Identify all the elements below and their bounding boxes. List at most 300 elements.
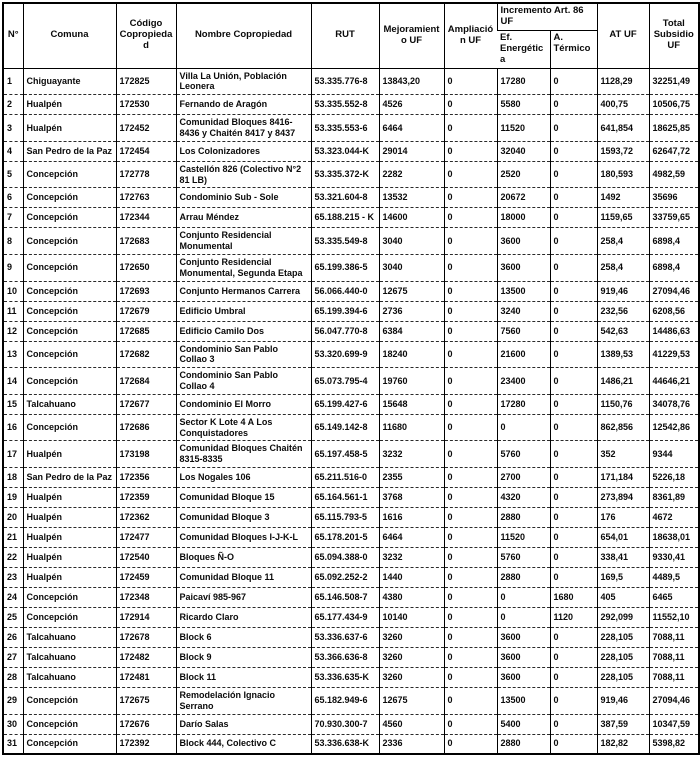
cell-comuna: Concepción [23, 281, 116, 301]
cell-ef-energetica: 2880 [497, 734, 550, 754]
cell-rut: 65.199.427-6 [311, 394, 379, 414]
table-row [3, 667, 699, 687]
cell-comuna: Concepción [23, 734, 116, 754]
col-header-comuna: Comuna [23, 3, 116, 68]
cell-rut: 53.336.638-K [311, 734, 379, 754]
cell-rut: 53.336.635-K [311, 667, 379, 687]
cell-comuna: Concepción [23, 607, 116, 627]
cell-n: 28 [3, 667, 23, 687]
cell-n: 18 [3, 467, 23, 487]
cell-rut: 53.323.044-K [311, 141, 379, 161]
cell-rut: 65.178.201-5 [311, 527, 379, 547]
cell-nombre: Los Colonizadores [176, 141, 311, 161]
cell-mejoramiento: 12675 [379, 281, 444, 301]
cell-comuna: Concepción [23, 687, 116, 714]
cell-at: 228,105 [597, 627, 649, 647]
table-row [3, 467, 699, 487]
cell-rut: 53.366.636-8 [311, 647, 379, 667]
cell-nombre: Castellón 826 (Colectivo N°2 81 LB) [176, 161, 311, 188]
cell-at: 400,75 [597, 95, 649, 115]
cell-comuna: Hualpén [23, 547, 116, 567]
cell-mejoramiento: 6464 [379, 115, 444, 142]
table-row [3, 208, 699, 228]
cell-ef-energetica: 5400 [497, 714, 550, 734]
table-row [3, 487, 699, 507]
table-row [3, 687, 699, 714]
cell-a-termico: 0 [550, 321, 597, 341]
cell-at: 171,184 [597, 467, 649, 487]
cell-ampliacion: 0 [444, 687, 497, 714]
cell-nombre: Arrau Méndez [176, 208, 311, 228]
table-row [3, 68, 699, 95]
cell-nombre: Block 444, Colectivo C [176, 734, 311, 754]
cell-total: 4489,5 [649, 567, 699, 587]
cell-codigo: 172356 [116, 467, 176, 487]
cell-codigo: 172693 [116, 281, 176, 301]
cell-mejoramiento: 4560 [379, 714, 444, 734]
cell-ef-energetica: 17280 [497, 394, 550, 414]
cell-rut: 65.149.142-8 [311, 414, 379, 441]
cell-at: 352 [597, 441, 649, 468]
cell-total: 7088,11 [649, 667, 699, 687]
table-row [3, 394, 699, 414]
cell-codigo: 172344 [116, 208, 176, 228]
cell-rut: 65.199.394-6 [311, 301, 379, 321]
cell-codigo: 172392 [116, 734, 176, 754]
cell-comuna: Talcahuano [23, 627, 116, 647]
cell-nombre: Edificio Umbral [176, 301, 311, 321]
cell-at: 258,4 [597, 228, 649, 255]
table-row [3, 95, 699, 115]
cell-rut: 56.047.770-8 [311, 321, 379, 341]
cell-ef-energetica: 2880 [497, 507, 550, 527]
cell-mejoramiento: 2355 [379, 467, 444, 487]
cell-at: 1486,21 [597, 368, 649, 395]
cell-ampliacion: 0 [444, 547, 497, 567]
cell-ampliacion: 0 [444, 95, 497, 115]
cell-ampliacion: 0 [444, 441, 497, 468]
cell-a-termico: 0 [550, 188, 597, 208]
cell-mejoramiento: 3232 [379, 547, 444, 567]
cell-nombre: Comunidad Bloque 15 [176, 487, 311, 507]
cell-nombre: Block 6 [176, 627, 311, 647]
cell-ampliacion: 0 [444, 394, 497, 414]
cell-total: 35696 [649, 188, 699, 208]
cell-nombre: Sector K Lote 4 A Los Conquistadores [176, 414, 311, 441]
cell-ampliacion: 0 [444, 254, 497, 281]
cell-ef-energetica: 2520 [497, 161, 550, 188]
cell-mejoramiento: 3260 [379, 647, 444, 667]
table-row [3, 301, 699, 321]
cell-mejoramiento: 4380 [379, 587, 444, 607]
cell-comuna: Concepción [23, 341, 116, 368]
cell-rut: 53.321.604-8 [311, 188, 379, 208]
cell-rut: 53.320.699-9 [311, 341, 379, 368]
cell-total: 62647,72 [649, 141, 699, 161]
cell-total: 9344 [649, 441, 699, 468]
cell-codigo: 172348 [116, 587, 176, 607]
col-header-codigo: Código Copropiedad [116, 3, 176, 68]
cell-ef-energetica: 3600 [497, 254, 550, 281]
cell-a-termico: 0 [550, 567, 597, 587]
cell-n: 6 [3, 188, 23, 208]
table-row [3, 587, 699, 607]
cell-ef-energetica: 23400 [497, 368, 550, 395]
cell-ef-energetica: 4320 [497, 487, 550, 507]
table-header [3, 3, 699, 68]
cell-ampliacion: 0 [444, 368, 497, 395]
cell-total: 4982,59 [649, 161, 699, 188]
cell-at: 292,099 [597, 607, 649, 627]
cell-total: 10506,75 [649, 95, 699, 115]
cell-codigo: 172650 [116, 254, 176, 281]
cell-mejoramiento: 3232 [379, 441, 444, 468]
col-header-incremento-group: Incremento Art. 86 UF [497, 3, 597, 30]
cell-n: 10 [3, 281, 23, 301]
cell-comuna: San Pedro de la Paz [23, 141, 116, 161]
cell-n: 7 [3, 208, 23, 228]
cell-mejoramiento: 6384 [379, 321, 444, 341]
table-row [3, 734, 699, 754]
cell-rut: 53.335.776-8 [311, 68, 379, 95]
cell-comuna: Hualpén [23, 95, 116, 115]
table-row [3, 607, 699, 627]
cell-ef-energetica: 3600 [497, 667, 550, 687]
cell-codigo: 172452 [116, 115, 176, 142]
col-header-total: Total Subsidio UF [649, 3, 699, 68]
cell-ampliacion: 0 [444, 301, 497, 321]
cell-codigo: 172685 [116, 321, 176, 341]
cell-ef-energetica: 0 [497, 607, 550, 627]
cell-n: 11 [3, 301, 23, 321]
table-row [3, 321, 699, 341]
cell-rut: 65.197.458-5 [311, 441, 379, 468]
cell-n: 23 [3, 567, 23, 587]
cell-ef-energetica: 3600 [497, 228, 550, 255]
cell-n: 30 [3, 714, 23, 734]
cell-total: 12542,86 [649, 414, 699, 441]
cell-n: 12 [3, 321, 23, 341]
cell-a-termico: 0 [550, 547, 597, 567]
cell-ampliacion: 0 [444, 587, 497, 607]
table-row [3, 441, 699, 468]
cell-codigo: 172778 [116, 161, 176, 188]
cell-a-termico: 0 [550, 301, 597, 321]
cell-a-termico: 0 [550, 527, 597, 547]
cell-ef-energetica: 17280 [497, 68, 550, 95]
cell-total: 6465 [649, 587, 699, 607]
cell-nombre: Conjunto Residencial Monumental [176, 228, 311, 255]
cell-comuna: Concepción [23, 414, 116, 441]
table-row [3, 341, 699, 368]
cell-nombre: Comunidad Bloque 11 [176, 567, 311, 587]
cell-n: 8 [3, 228, 23, 255]
cell-mejoramiento: 11680 [379, 414, 444, 441]
cell-codigo: 172678 [116, 627, 176, 647]
cell-a-termico: 0 [550, 95, 597, 115]
cell-ef-energetica: 3600 [497, 647, 550, 667]
cell-ef-energetica: 32040 [497, 141, 550, 161]
cell-comuna: Hualpén [23, 441, 116, 468]
cell-mejoramiento: 1440 [379, 567, 444, 587]
cell-rut: 65.094.388-0 [311, 547, 379, 567]
cell-at: 542,63 [597, 321, 649, 341]
cell-ef-energetica: 18000 [497, 208, 550, 228]
cell-rut: 65.182.949-6 [311, 687, 379, 714]
table-row [3, 141, 699, 161]
cell-mejoramiento: 15648 [379, 394, 444, 414]
cell-a-termico: 0 [550, 647, 597, 667]
table-row [3, 188, 699, 208]
cell-codigo: 172362 [116, 507, 176, 527]
cell-rut: 65.092.252-2 [311, 567, 379, 587]
cell-comuna: Concepción [23, 368, 116, 395]
cell-a-termico: 0 [550, 281, 597, 301]
cell-ampliacion: 0 [444, 341, 497, 368]
cell-total: 6898,4 [649, 228, 699, 255]
cell-a-termico: 0 [550, 368, 597, 395]
cell-codigo: 172540 [116, 547, 176, 567]
cell-total: 18625,85 [649, 115, 699, 142]
cell-comuna: Concepción [23, 228, 116, 255]
cell-mejoramiento: 19760 [379, 368, 444, 395]
cell-a-termico: 0 [550, 734, 597, 754]
cell-codigo: 172477 [116, 527, 176, 547]
cell-a-termico: 0 [550, 467, 597, 487]
cell-mejoramiento: 2282 [379, 161, 444, 188]
table-row [3, 414, 699, 441]
cell-n: 4 [3, 141, 23, 161]
cell-codigo: 172481 [116, 667, 176, 687]
table-row [3, 527, 699, 547]
col-header-a-termico: A. Térmico [550, 30, 597, 68]
cell-comuna: Talcahuano [23, 394, 116, 414]
cell-nombre: Comunidad Bloques 8416-8436 y Chaitén 8417 y 8437 [176, 115, 311, 142]
cell-n: 17 [3, 441, 23, 468]
cell-at: 654,01 [597, 527, 649, 547]
cell-mejoramiento: 3040 [379, 228, 444, 255]
cell-nombre: Block 9 [176, 647, 311, 667]
cell-rut: 70.930.300-7 [311, 714, 379, 734]
cell-ef-energetica: 5760 [497, 547, 550, 567]
cell-ef-energetica: 0 [497, 414, 550, 441]
cell-codigo: 172763 [116, 188, 176, 208]
cell-ef-energetica: 20672 [497, 188, 550, 208]
cell-comuna: Concepción [23, 714, 116, 734]
cell-comuna: Concepción [23, 587, 116, 607]
cell-codigo: 172675 [116, 687, 176, 714]
cell-at: 1159,65 [597, 208, 649, 228]
cell-n: 27 [3, 647, 23, 667]
cell-a-termico: 0 [550, 394, 597, 414]
cell-a-termico: 0 [550, 208, 597, 228]
cell-nombre: Comunidad Bloque 3 [176, 507, 311, 527]
cell-nombre: Condominio San Pablo Collao 3 [176, 341, 311, 368]
cell-nombre: Comunidad Bloques I-J-K-L [176, 527, 311, 547]
cell-a-termico: 0 [550, 487, 597, 507]
cell-comuna: Hualpén [23, 527, 116, 547]
cell-ef-energetica: 13500 [497, 687, 550, 714]
col-header-nombre: Nombre Copropiedad [176, 3, 311, 68]
cell-ampliacion: 0 [444, 188, 497, 208]
cell-n: 9 [3, 254, 23, 281]
cell-a-termico: 0 [550, 254, 597, 281]
cell-ef-energetica: 3600 [497, 627, 550, 647]
cell-at: 182,82 [597, 734, 649, 754]
table-row [3, 714, 699, 734]
cell-ampliacion: 0 [444, 567, 497, 587]
cell-a-termico: 0 [550, 687, 597, 714]
cell-mejoramiento: 18240 [379, 341, 444, 368]
table-row [3, 507, 699, 527]
cell-nombre: Villa La Unión, Población Leonera [176, 68, 311, 95]
cell-at: 641,854 [597, 115, 649, 142]
cell-at: 919,46 [597, 281, 649, 301]
cell-ampliacion: 0 [444, 487, 497, 507]
cell-ef-energetica: 11520 [497, 115, 550, 142]
cell-mejoramiento: 13843,20 [379, 68, 444, 95]
col-header-n: N° [3, 3, 23, 68]
cell-comuna: Hualpén [23, 487, 116, 507]
cell-codigo: 172686 [116, 414, 176, 441]
cell-total: 14486,63 [649, 321, 699, 341]
table-row [3, 647, 699, 667]
cell-a-termico: 0 [550, 228, 597, 255]
cell-comuna: Concepción [23, 208, 116, 228]
cell-total: 5226,18 [649, 467, 699, 487]
cell-ampliacion: 0 [444, 527, 497, 547]
cell-ampliacion: 0 [444, 228, 497, 255]
cell-total: 11552,10 [649, 607, 699, 627]
cell-ef-energetica: 3240 [497, 301, 550, 321]
cell-codigo: 172683 [116, 228, 176, 255]
cell-total: 27094,46 [649, 281, 699, 301]
cell-a-termico: 0 [550, 141, 597, 161]
cell-mejoramiento: 3260 [379, 627, 444, 647]
cell-comuna: Talcahuano [23, 647, 116, 667]
cell-nombre: Fernando de Aragón [176, 95, 311, 115]
cell-at: 258,4 [597, 254, 649, 281]
cell-total: 18638,01 [649, 527, 699, 547]
cell-ampliacion: 0 [444, 714, 497, 734]
cell-codigo: 172459 [116, 567, 176, 587]
cell-comuna: Hualpén [23, 507, 116, 527]
cell-codigo: 172530 [116, 95, 176, 115]
cell-nombre: Darío Salas [176, 714, 311, 734]
cell-nombre: Block 11 [176, 667, 311, 687]
cell-total: 33759,65 [649, 208, 699, 228]
cell-codigo: 172454 [116, 141, 176, 161]
cell-at: 338,41 [597, 547, 649, 567]
cell-total: 44646,21 [649, 368, 699, 395]
cell-at: 228,105 [597, 647, 649, 667]
cell-codigo: 172825 [116, 68, 176, 95]
cell-total: 6208,56 [649, 301, 699, 321]
cell-comuna: Concepción [23, 301, 116, 321]
cell-total: 6898,4 [649, 254, 699, 281]
table-row [3, 228, 699, 255]
table-row [3, 254, 699, 281]
cell-ef-energetica: 7560 [497, 321, 550, 341]
cell-a-termico: 0 [550, 161, 597, 188]
cell-nombre: Comunidad Bloques Chaitén 8315-8335 [176, 441, 311, 468]
cell-rut: 53.335.553-6 [311, 115, 379, 142]
cell-n: 5 [3, 161, 23, 188]
cell-at: 1128,29 [597, 68, 649, 95]
cell-total: 9330,41 [649, 547, 699, 567]
cell-a-termico: 1120 [550, 607, 597, 627]
cell-mejoramiento: 6464 [379, 527, 444, 547]
cell-rut: 56.066.440-0 [311, 281, 379, 301]
cell-nombre: Bloques Ñ-O [176, 547, 311, 567]
cell-ampliacion: 0 [444, 414, 497, 441]
cell-comuna: Concepción [23, 161, 116, 188]
cell-nombre: Ricardo Claro [176, 607, 311, 627]
cell-nombre: Edificio Camilo Dos [176, 321, 311, 341]
cell-total: 10347,59 [649, 714, 699, 734]
cell-total: 5398,82 [649, 734, 699, 754]
cell-at: 862,856 [597, 414, 649, 441]
cell-comuna: Concepción [23, 188, 116, 208]
cell-a-termico: 1680 [550, 587, 597, 607]
cell-at: 919,46 [597, 687, 649, 714]
cell-ampliacion: 0 [444, 667, 497, 687]
cell-n: 1 [3, 68, 23, 95]
cell-codigo: 172677 [116, 394, 176, 414]
cell-n: 14 [3, 368, 23, 395]
cell-ampliacion: 0 [444, 208, 497, 228]
table-row [3, 161, 699, 188]
cell-mejoramiento: 3040 [379, 254, 444, 281]
cell-a-termico: 0 [550, 341, 597, 368]
cell-ampliacion: 0 [444, 115, 497, 142]
table-row [3, 567, 699, 587]
cell-comuna: Hualpén [23, 115, 116, 142]
cell-at: 232,56 [597, 301, 649, 321]
subsidy-table [2, 2, 700, 755]
cell-ef-energetica: 5580 [497, 95, 550, 115]
cell-nombre: Condominio El Morro [176, 394, 311, 414]
cell-n: 19 [3, 487, 23, 507]
cell-rut: 65.177.434-9 [311, 607, 379, 627]
cell-nombre: Condominio Sub - Sole [176, 188, 311, 208]
cell-nombre: Condominio San Pablo Collao 4 [176, 368, 311, 395]
cell-ampliacion: 0 [444, 607, 497, 627]
cell-mejoramiento: 3768 [379, 487, 444, 507]
cell-n: 3 [3, 115, 23, 142]
cell-n: 16 [3, 414, 23, 441]
cell-ampliacion: 0 [444, 68, 497, 95]
cell-nombre: Conjunto Residencial Monumental, Segunda Etapa [176, 254, 311, 281]
cell-rut: 53.335.372-K [311, 161, 379, 188]
cell-at: 273,894 [597, 487, 649, 507]
cell-rut: 65.188.215 - K [311, 208, 379, 228]
cell-codigo: 172359 [116, 487, 176, 507]
col-header-ef-energetica: Ef. Energética [497, 30, 550, 68]
cell-a-termico: 0 [550, 627, 597, 647]
cell-at: 180,593 [597, 161, 649, 188]
cell-at: 1150,76 [597, 394, 649, 414]
cell-n: 25 [3, 607, 23, 627]
cell-comuna: Talcahuano [23, 667, 116, 687]
cell-comuna: Hualpén [23, 567, 116, 587]
cell-rut: 65.164.561-1 [311, 487, 379, 507]
cell-codigo: 172682 [116, 341, 176, 368]
cell-ef-energetica: 5760 [497, 441, 550, 468]
table-row [3, 281, 699, 301]
cell-n: 29 [3, 687, 23, 714]
cell-mejoramiento: 2736 [379, 301, 444, 321]
